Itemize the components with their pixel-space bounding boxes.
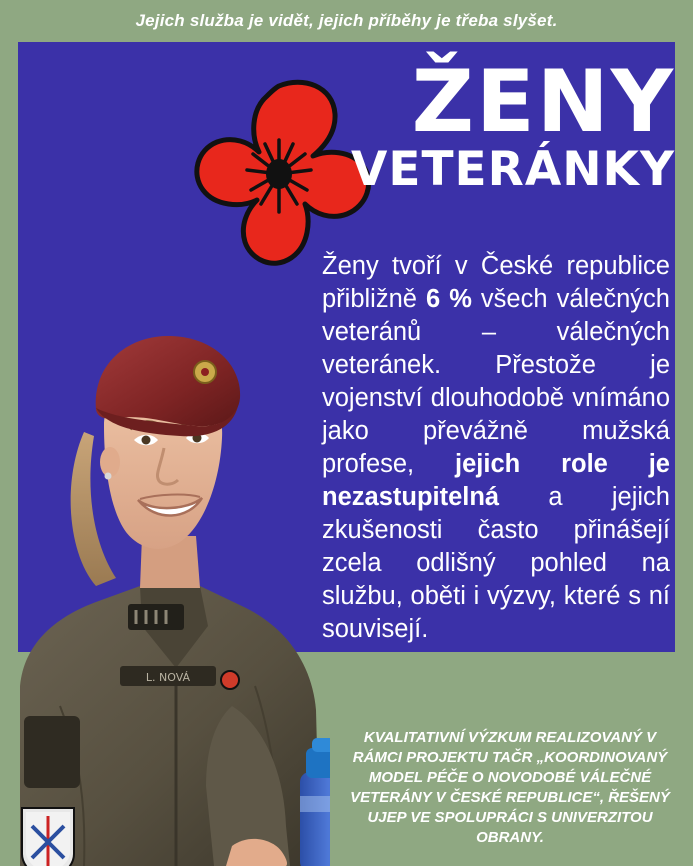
body-part-3: a jejich zkušenosti často přinášejí zcela odlišný pohled na službu, oběti i výzvy, které s ní souvisejí. [322,483,670,643]
title-main: ŽENY [411,52,675,152]
poster-title [330,52,675,197]
top-banner-text: Jejich služba je vidět, jejich příběhy je třeba slyšet. [135,11,558,30]
body-paragraph [322,250,670,646]
body-part-2: všech válečných veteránů – válečných veteránek. Přestože je vojenství dlouhodobě vnímáno jako převážně mužská profese, [322,285,670,478]
body-part-1: Ženy tvoří v České republice přibližně [322,252,670,313]
title-sub: VETERÁNKY [350,142,675,197]
top-banner [0,0,693,42]
svg-text:L. NOVÁ: L. NOVÁ [145,671,191,684]
veteran-photo [0,286,330,866]
body-bold-1: 6 % [426,285,472,313]
footnote-text: KVALITATIVNÍ VÝZKUM REALIZOVANÝ V RÁMCI PROJEKTU TAČR „KOORDINOVANÝ MODEL PÉČE O NOVODOBÉ VÁLEČNÉ VETERÁNY V ČESKÉ REPUBLICE“, ŘEŠENÝ UJEP VE SPOLUPRÁCI S UNIVERZITOU OBRANY. [350,729,670,846]
body-bold-2: jejich role je nezastupitelná [322,450,670,511]
